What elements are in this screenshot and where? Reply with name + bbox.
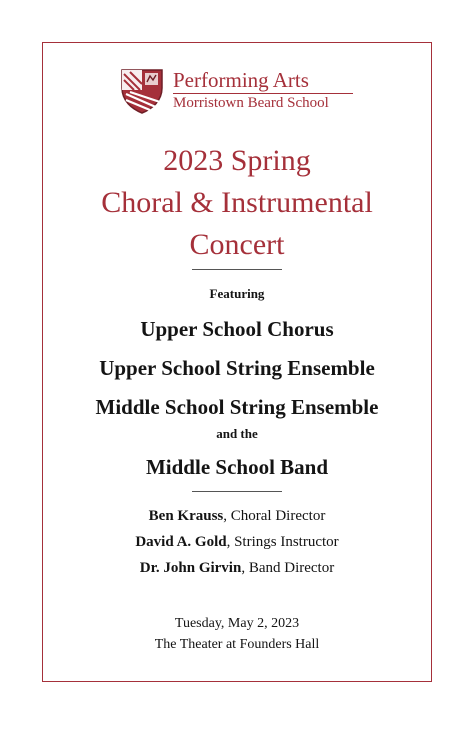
director-role: , Band Director: [241, 560, 335, 576]
title-line-3: Concert: [189, 228, 285, 261]
director-line-1: [42, 505, 432, 527]
director-name: Ben Krauss: [148, 508, 224, 524]
event-venue: The Theater at Founders Hall: [154, 637, 320, 652]
director-name: Dr. John Girvin: [139, 560, 242, 576]
and-the-label: and the: [216, 426, 258, 441]
featuring-label: Featuring: [209, 286, 265, 301]
concert-title: [42, 140, 432, 266]
ensemble-3: Middle School String Ensemble: [95, 395, 379, 419]
director-line-3: [42, 557, 432, 579]
divider-bottom: [192, 491, 282, 492]
org-name: Performing Arts: [173, 68, 309, 92]
performing-arts-logo: [120, 68, 360, 114]
title-line-1: 2023 Spring: [163, 144, 311, 177]
director-role: , Strings Instructor: [226, 534, 339, 550]
ensemble-4: Middle School Band: [145, 455, 329, 479]
director-line-2: [42, 531, 432, 553]
director-name: David A. Gold: [135, 534, 227, 550]
school-name: Morristown Beard School: [173, 95, 329, 111]
event-date: Tuesday, May 2, 2023: [174, 616, 300, 631]
title-line-2: Choral & Instrumental: [101, 186, 373, 219]
divider-top: [192, 269, 282, 270]
ensemble-2: Upper School String Ensemble: [99, 356, 375, 380]
director-role: , Choral Director: [223, 508, 326, 524]
school-crest-icon: [120, 68, 164, 114]
ensemble-1: Upper School Chorus: [140, 317, 334, 341]
logo-divider: [173, 93, 353, 94]
